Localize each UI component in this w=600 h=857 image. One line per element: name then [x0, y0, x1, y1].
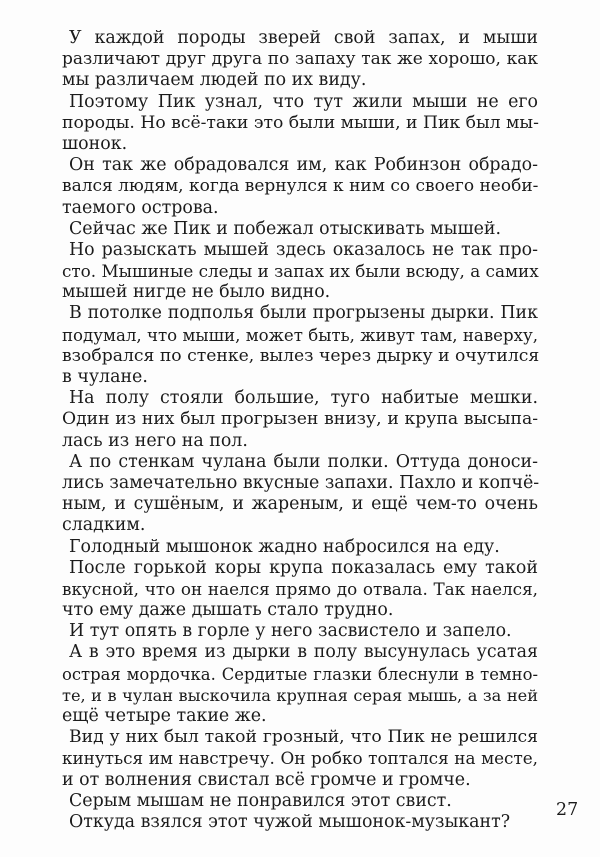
paragraph — [62, 452, 538, 537]
text-line: вкусной, что он наелся прямо до отвала. Так наелся, — [62, 578, 538, 599]
text-block — [62, 28, 538, 833]
text-line: ным, и сушёным, и жареным, и ещё чем-то очень — [62, 494, 538, 515]
text-line: подумал, что мыши, может быть, живут там, наверху, — [62, 325, 538, 345]
text-line: На полу стояли большие, туго набитые мешки. — [69, 388, 538, 409]
text-line: в чулане. — [62, 367, 148, 387]
text-line: А по стенкам чулана были полки. Оттуда доноси- — [69, 451, 538, 472]
text-line: различают друг друга по запаху так же хорошо, как — [62, 49, 538, 70]
text-line: сладким. — [62, 515, 146, 536]
paragraph — [62, 642, 538, 727]
text-line: Поэтому Пик узнал, что тут жили мыши не его — [69, 91, 538, 112]
text-line: ещё четыре такие же. — [62, 706, 267, 726]
text-line: острая мордочка. Сердитые глазки блеснули в темно- — [62, 664, 538, 684]
page-number: 27 — [556, 800, 579, 820]
text-line: В потолке подполья были прогрызены дырки. Пик — [69, 303, 538, 324]
text-line: Вид у них был такой грозный, что Пик не решился — [69, 727, 538, 748]
paragraph — [62, 621, 538, 642]
paragraph — [62, 155, 538, 219]
text-line: У каждой породы зверей свой запах, и мыши — [69, 28, 538, 48]
text-line: кинуться им навстречу. Он робко топтался на месте, — [62, 748, 538, 769]
text-line: и от волнения свистал всё громче и громче. — [62, 769, 471, 790]
paragraph — [62, 537, 538, 558]
text-line: Голодный мышонок жадно набросился на еду. — [69, 536, 500, 557]
paragraph — [62, 791, 538, 812]
text-line: мы различаем людей по их виду. — [62, 70, 367, 91]
paragraph — [62, 558, 538, 622]
paragraph — [62, 28, 538, 92]
text-line: А в это время из дырки в полу высунулась усатая — [69, 642, 538, 663]
text-line: шонок. — [62, 133, 128, 154]
text-line: таемого острова. — [62, 197, 219, 218]
text-line: Один из них был прогрызен внизу, и крупа высыпа- — [62, 409, 538, 430]
text-line: вался людям, когда вернулся к ним со своего необи- — [62, 176, 539, 197]
text-line: Сейчас же Пик и побежал отыскивать мышей. — [69, 218, 502, 239]
text-line: И тут опять в горле у него засвистело и запело. — [69, 621, 512, 642]
paragraph — [62, 303, 538, 388]
text-line: сто. Мышиные следы и запах их были всюду, а самих — [62, 261, 539, 282]
text-line: породы. Но всё-таки это были мыши, и Пик был мы- — [62, 112, 539, 133]
text-line: лась из него на пол. — [62, 430, 248, 451]
paragraph — [62, 388, 538, 452]
paragraph — [62, 219, 538, 240]
paragraph — [62, 92, 538, 156]
text-line: взобрался по стенке, вылез через дырку и очутился — [62, 345, 540, 366]
text-line: Он так же обрадовался им, как Робинзон обрадо- — [69, 155, 538, 176]
paragraph — [62, 240, 538, 304]
text-line: Но разыскать мышей здесь оказалось не так про- — [69, 239, 538, 260]
paragraph — [62, 727, 538, 791]
paragraph — [62, 812, 538, 833]
text-line: Откуда взялся этот чужой мышонок-музыкант? — [69, 811, 511, 832]
text-line: что ему даже дышать стало трудно. — [62, 600, 394, 621]
text-line: После горькой коры крупа показалась ему такой — [69, 557, 538, 578]
text-line: те, и в чулан выскочила крупная серая мышь, а за ней — [62, 685, 538, 705]
text-line: Серым мышам не понравился этот свист. — [69, 790, 452, 811]
text-line: мышей нигде не было видно. — [62, 282, 331, 303]
text-line: лись замечательно вкусные запахи. Пахло и копчё- — [62, 472, 540, 493]
